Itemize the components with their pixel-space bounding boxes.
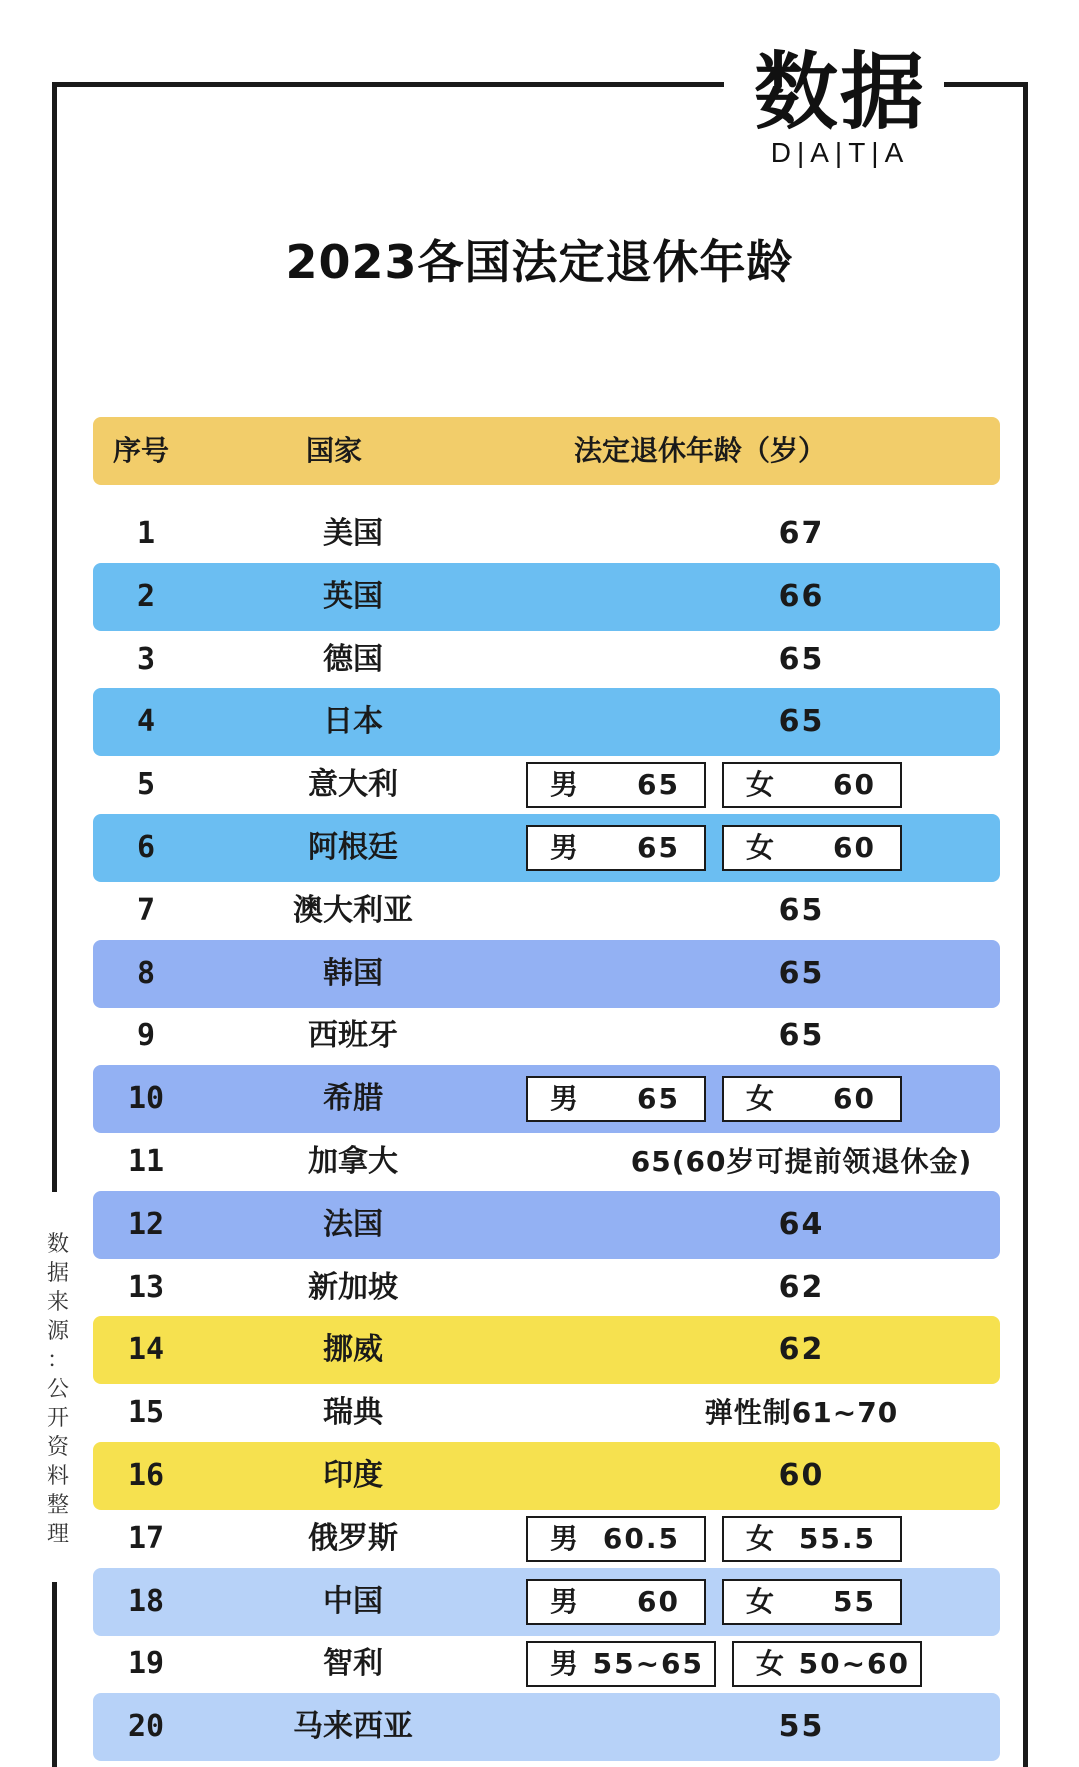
female-age-box <box>722 762 902 808</box>
row-age: 65(60岁可提前领退休金) <box>630 1145 973 1178</box>
table-row <box>93 1002 1000 1070</box>
male-age-box <box>526 825 706 871</box>
row-country: 中国 <box>323 1584 383 1619</box>
male-age-value: 65 <box>637 831 680 864</box>
source-note-char: 来 <box>46 1290 69 1315</box>
row-country: 希腊 <box>323 1081 383 1116</box>
table-row <box>93 1316 1000 1384</box>
row-country: 印度 <box>323 1458 383 1493</box>
table-row <box>93 1630 1000 1698</box>
frame-left-lower <box>52 1582 57 1767</box>
frame-top-left <box>52 82 724 87</box>
row-age: 67 <box>778 516 825 551</box>
row-country: 日本 <box>323 704 383 739</box>
source-note-char: 资 <box>46 1435 69 1460</box>
table-row <box>93 940 1000 1008</box>
male-age-value: 60 <box>637 1585 680 1618</box>
row-index: 10 <box>127 1081 165 1116</box>
female-label: 女 <box>746 1585 777 1618</box>
row-index: 19 <box>127 1646 165 1681</box>
table-header <box>93 417 1000 485</box>
male-age-value: 55~65 <box>592 1647 704 1680</box>
row-age: 65 <box>778 642 825 677</box>
row-country: 马来西亚 <box>293 1709 413 1744</box>
row-country: 智利 <box>323 1646 383 1681</box>
female-age-box <box>722 1516 902 1562</box>
source-note-char: 据 <box>46 1261 69 1286</box>
female-age-value: 55.5 <box>798 1522 876 1555</box>
row-age: 65 <box>778 704 825 739</box>
row-age: 65 <box>778 893 825 928</box>
row-country: 意大利 <box>308 767 398 802</box>
table-row <box>93 751 1000 819</box>
female-age-box <box>722 1076 902 1122</box>
row-country: 阿根廷 <box>308 830 398 865</box>
female-age-value: 60 <box>833 1082 876 1115</box>
logo <box>740 44 940 168</box>
table-row <box>93 1254 1000 1322</box>
male-age-box <box>526 1516 706 1562</box>
row-age: 弹性制61~70 <box>704 1396 899 1429</box>
male-label: 男 <box>550 1522 581 1555</box>
row-index: 13 <box>127 1270 165 1305</box>
row-age: 65 <box>778 1018 825 1053</box>
logo-en: D|A|T|A <box>770 137 910 168</box>
row-country: 法国 <box>323 1207 383 1242</box>
female-label: 女 <box>746 1082 777 1115</box>
source-note-char: 公 <box>46 1377 69 1402</box>
row-age: 55 <box>778 1709 825 1744</box>
row-country: 瑞典 <box>323 1395 383 1430</box>
male-label: 男 <box>550 1082 581 1115</box>
table-row <box>93 1128 1000 1196</box>
row-index: 12 <box>127 1207 165 1242</box>
row-country: 英国 <box>323 579 383 614</box>
row-age: 65 <box>778 956 825 991</box>
row-country: 俄罗斯 <box>308 1521 398 1556</box>
female-label: 女 <box>746 768 777 801</box>
row-index: 14 <box>127 1332 165 1367</box>
row-country: 加拿大 <box>308 1144 398 1179</box>
header-index: 序号 <box>113 434 170 467</box>
table-row <box>93 1065 1000 1133</box>
row-age: 64 <box>778 1207 825 1242</box>
header-country: 国家 <box>306 434 363 467</box>
male-age-box <box>526 1641 716 1687</box>
source-note-char: 数 <box>46 1232 69 1257</box>
logo-cn: 数据 <box>753 42 926 141</box>
female-age-value: 55 <box>833 1585 876 1618</box>
table-row <box>93 814 1000 882</box>
row-index: 20 <box>127 1709 165 1744</box>
row-age: 66 <box>778 579 825 614</box>
male-label: 男 <box>550 1647 581 1680</box>
table-row <box>93 1693 1000 1761</box>
female-age-value: 60 <box>833 768 876 801</box>
source-note <box>44 1230 72 1549</box>
male-label: 男 <box>550 1585 581 1618</box>
table-row <box>93 1191 1000 1259</box>
male-label: 男 <box>550 768 581 801</box>
row-index: 15 <box>127 1395 165 1430</box>
row-index: 8 <box>136 956 156 991</box>
table-row <box>93 688 1000 756</box>
female-label: 女 <box>756 1647 787 1680</box>
male-age-box <box>526 762 706 808</box>
table-row <box>93 1442 1000 1510</box>
source-note-char: 料 <box>46 1464 69 1489</box>
row-index: 5 <box>136 767 156 802</box>
source-note-char: 整 <box>46 1493 69 1518</box>
source-note-char: 源 <box>46 1319 69 1344</box>
female-label: 女 <box>746 831 777 864</box>
row-index: 11 <box>127 1144 165 1179</box>
row-index: 2 <box>136 579 156 614</box>
row-country: 美国 <box>323 516 383 551</box>
male-age-box <box>526 1076 706 1122</box>
source-note-char: 开 <box>46 1406 69 1431</box>
female-label: 女 <box>746 1522 777 1555</box>
row-index: 9 <box>136 1018 156 1053</box>
row-country: 西班牙 <box>308 1018 398 1053</box>
table-row <box>93 500 1000 568</box>
female-age-box <box>732 1641 922 1687</box>
row-age: 62 <box>778 1332 825 1367</box>
row-index: 6 <box>136 830 156 865</box>
female-age-box <box>722 825 902 871</box>
row-index: 16 <box>127 1458 165 1493</box>
table-row <box>93 877 1000 945</box>
female-age-value: 50~60 <box>798 1647 910 1680</box>
male-age-value: 65 <box>637 768 680 801</box>
table-row <box>93 626 1000 694</box>
table-row <box>93 563 1000 631</box>
row-country: 挪威 <box>323 1332 383 1367</box>
male-age-box <box>526 1579 706 1625</box>
row-index: 1 <box>136 516 156 551</box>
row-age: 62 <box>778 1270 825 1305</box>
row-country: 新加坡 <box>308 1270 398 1305</box>
row-index: 18 <box>127 1584 165 1619</box>
table-row <box>93 1379 1000 1447</box>
female-age-value: 60 <box>833 831 876 864</box>
header-age: 法定退休年龄（岁） <box>574 434 827 467</box>
row-country: 韩国 <box>323 956 383 991</box>
row-age: 60 <box>778 1458 825 1493</box>
row-index: 17 <box>127 1521 165 1556</box>
frame-top-right <box>944 82 1028 87</box>
table-row <box>93 1568 1000 1636</box>
row-index: 4 <box>136 704 156 739</box>
male-label: 男 <box>550 831 581 864</box>
source-note-char: ： <box>46 1348 69 1373</box>
female-age-box <box>722 1579 902 1625</box>
row-index: 3 <box>136 642 156 677</box>
male-age-value: 65 <box>637 1082 680 1115</box>
table-row <box>93 1505 1000 1573</box>
row-country: 德国 <box>323 642 383 677</box>
source-note-char: 理 <box>46 1522 69 1547</box>
page-title: 2023各国法定退休年龄 <box>285 235 794 289</box>
male-age-value: 60.5 <box>602 1522 680 1555</box>
row-country: 澳大利亚 <box>293 893 413 928</box>
row-index: 7 <box>136 893 156 928</box>
